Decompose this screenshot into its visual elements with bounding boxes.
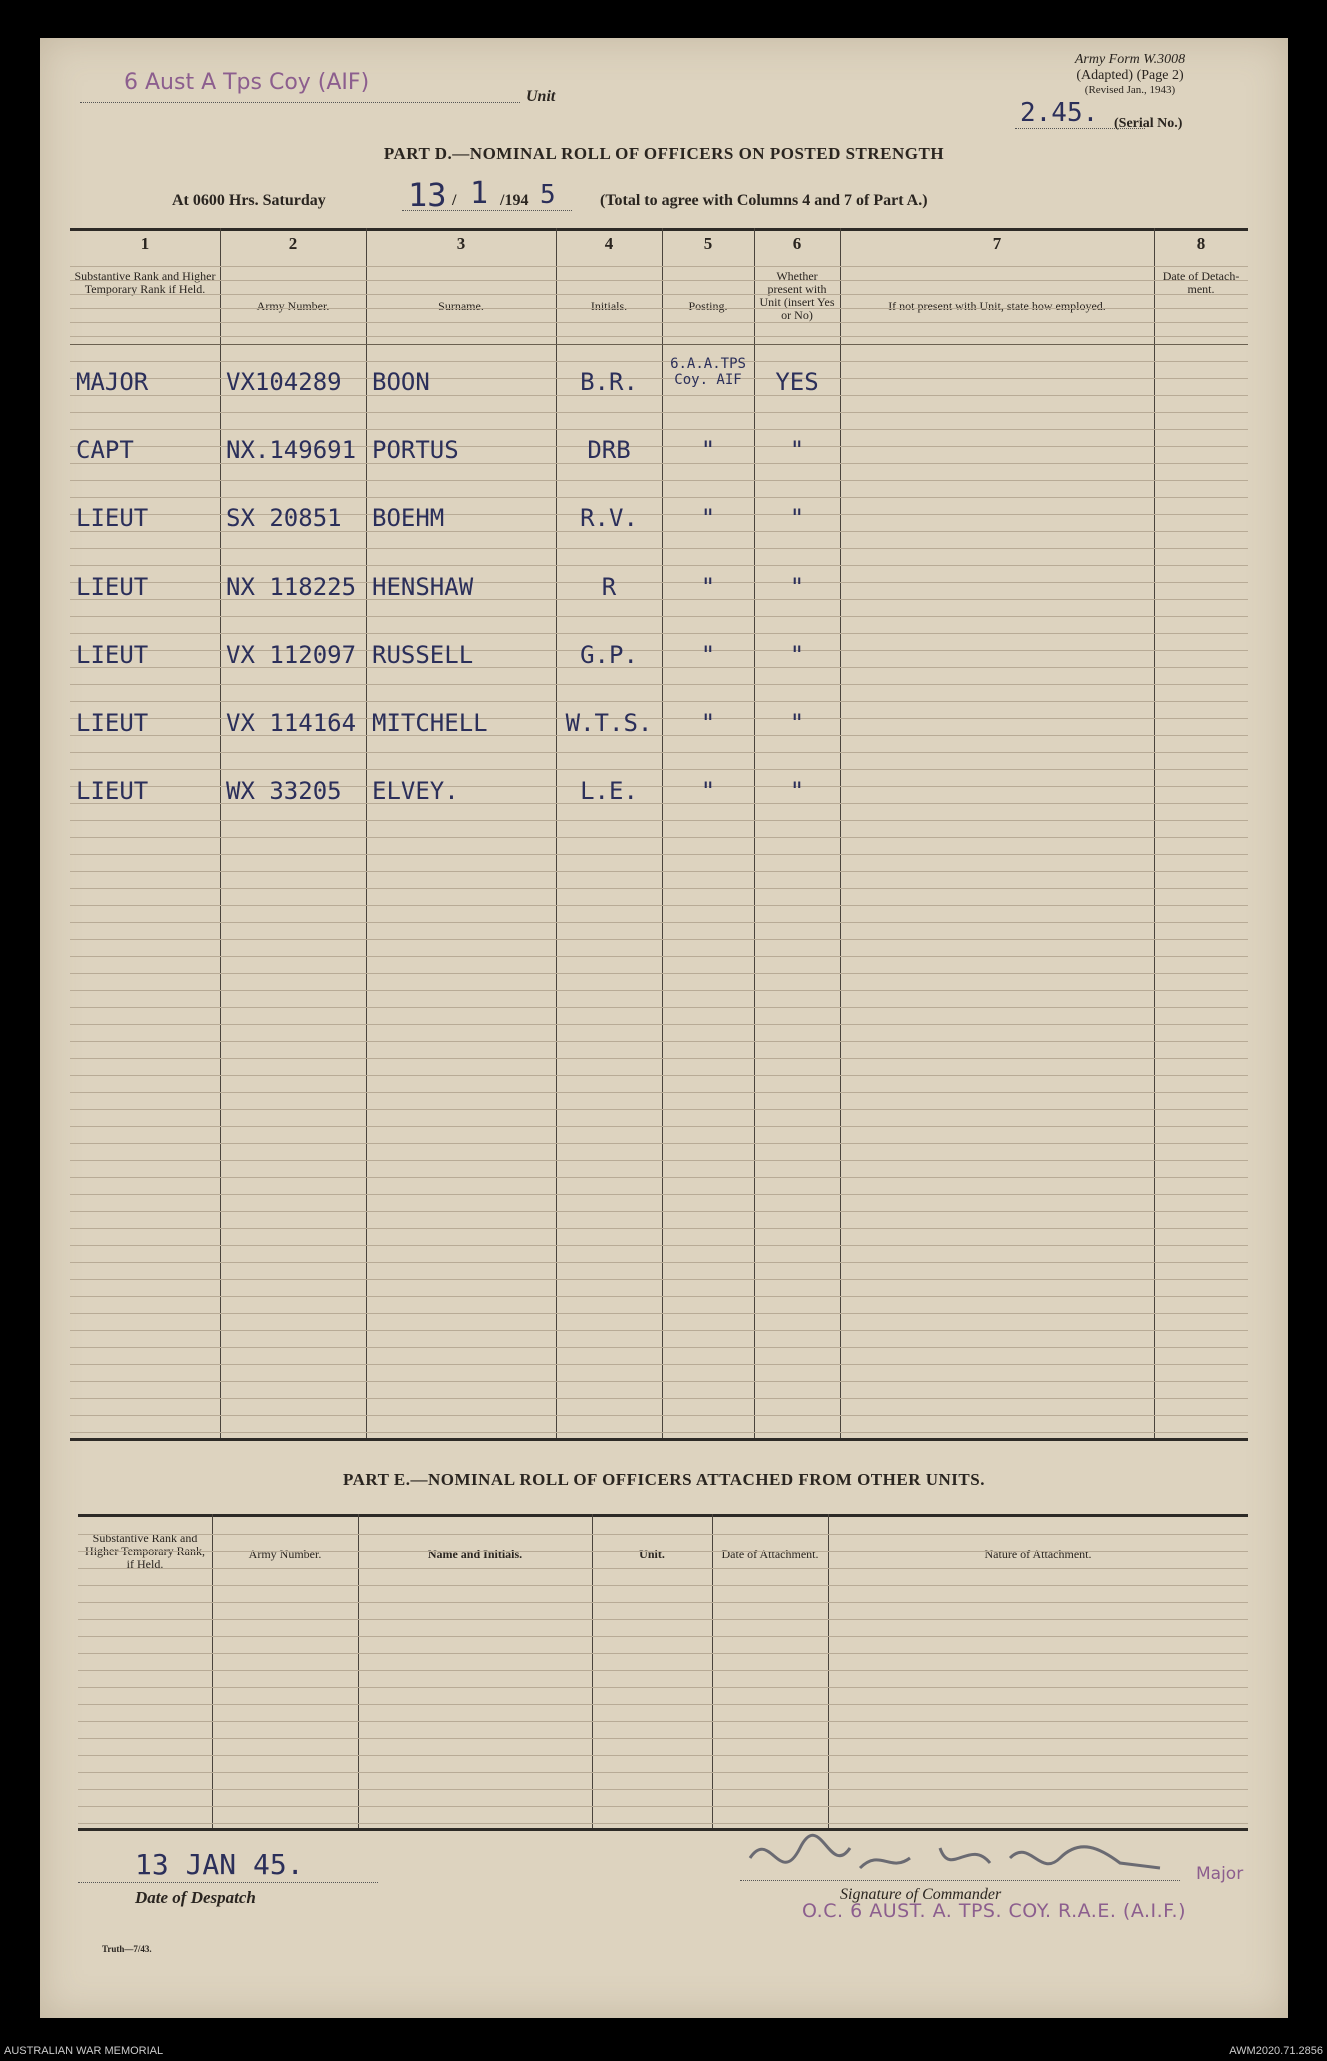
roll-cell-surname: MITCHELL — [372, 709, 488, 737]
part-d-row-rule — [70, 497, 1248, 498]
roll-cell-initials: G.P. — [580, 641, 638, 669]
part-e-row-rule — [78, 1772, 1248, 1773]
part-e-row-rule — [78, 1619, 1248, 1620]
part-d-row-rule — [70, 837, 1248, 838]
part-e-column-header: Date of Attachment. — [721, 1547, 819, 1561]
part-d-header-rule — [70, 336, 1248, 337]
part-e-top-rule — [78, 1514, 1248, 1517]
part-d-row-rule — [70, 1194, 1248, 1195]
part-d-row-rule — [70, 1109, 1248, 1110]
part-e-row-rule — [78, 1755, 1248, 1756]
form-id-line1: Army Form W.3008 — [1074, 52, 1186, 67]
part-d-row-rule — [70, 361, 1248, 362]
right-credit: AWM2020.71.2856 — [1229, 2045, 1323, 2057]
part-d-column-divider — [840, 228, 841, 1438]
roll-cell-posting: " — [700, 709, 716, 737]
part-d-row-rule — [70, 616, 1248, 617]
roll-cell-initials: DRB — [587, 436, 631, 464]
roll-cell-surname: PORTUS — [372, 436, 459, 464]
part-e-row-rule — [78, 1806, 1248, 1807]
part-d-row-rule — [70, 956, 1248, 957]
part-d-row-rule — [70, 1211, 1248, 1212]
roll-cell-posting: " — [700, 436, 716, 464]
roll-cell-present: YES — [775, 368, 819, 396]
column-header: Surname. — [438, 299, 484, 313]
part-d-row-rule — [70, 1160, 1248, 1161]
roll-cell-posting: " — [700, 777, 716, 805]
signature-dotted-line — [740, 1880, 1180, 1881]
roll-cell-surname: ELVEY. — [372, 777, 459, 805]
part-d-row-rule — [70, 1364, 1248, 1365]
roll-cell-present: " — [789, 709, 805, 737]
part-d-row-rule — [70, 1330, 1248, 1331]
column-header: Initials. — [590, 299, 628, 313]
date-year-suffix: 5 — [540, 180, 556, 210]
column-number: 7 — [992, 234, 1002, 253]
column-number: 1 — [140, 234, 150, 253]
left-credit: AUSTRALIAN WAR MEMORIAL — [4, 2045, 164, 2057]
part-d-row-rule — [70, 973, 1248, 974]
date-day: 13 — [408, 176, 447, 214]
signature-label: Signature of Commander — [840, 1886, 1002, 1903]
part-d-header-rule — [70, 308, 1248, 309]
part-d-row-rule — [70, 820, 1248, 821]
column-number: 8 — [1196, 234, 1206, 253]
column-number: 5 — [703, 234, 713, 253]
part-d-row-rule — [70, 1126, 1248, 1127]
part-e-row-rule — [78, 1602, 1248, 1603]
part-d-row-rule — [70, 1007, 1248, 1008]
part-d-row-rule — [70, 1415, 1248, 1416]
column-number: 2 — [288, 234, 298, 253]
part-e-row-rule — [78, 1704, 1248, 1705]
roll-cell-number: NX 118225 — [226, 573, 357, 601]
part-d-top-rule — [70, 228, 1248, 231]
part-e-column-divider — [592, 1514, 593, 1828]
roll-cell-initials: L.E. — [580, 777, 638, 805]
part-d-row-rule — [70, 1058, 1248, 1059]
part-d-row-rule — [70, 1024, 1248, 1025]
part-d-row-rule — [70, 429, 1248, 430]
part-d-row-rule — [70, 1313, 1248, 1314]
column-number: 4 — [604, 234, 614, 253]
part-e-title: PART E.—NOMINAL ROLL OF OFFICERS ATTACHED FROM OTHER UNITS. — [343, 1470, 985, 1489]
roll-cell-rank: LIEUT — [76, 573, 149, 601]
roll-cell-posting: " — [700, 504, 716, 532]
unit-stamp: 6 Aust A Tps Coy (AIF) — [124, 70, 370, 95]
roll-cell-present: " — [789, 777, 805, 805]
part-d-row-rule — [70, 1177, 1248, 1178]
column-header: Posting. — [688, 299, 728, 313]
serial-number: 2.45. — [1020, 98, 1099, 128]
part-d-row-rule — [70, 939, 1248, 940]
roll-cell-posting: " — [700, 641, 716, 669]
roll-cell-number: NX.149691 — [226, 436, 357, 464]
part-d-row-rule — [70, 1143, 1248, 1144]
roll-cell-number: VX104289 — [226, 368, 342, 396]
column-header: Date of Detach- ment. — [1162, 269, 1240, 296]
roll-cell-surname: BOEHM — [372, 504, 445, 532]
unit-dotted-line — [80, 102, 520, 103]
part-e-row-rule — [78, 1534, 1248, 1535]
part-d-column-divider — [556, 228, 557, 1438]
roll-cell-present: " — [789, 573, 805, 601]
part-d-row-rule — [70, 1398, 1248, 1399]
part-d-row-rule — [70, 922, 1248, 923]
column-header: Whether present with Unit (insert Yes or No) — [759, 269, 835, 322]
print-code: Truth—7/43. — [102, 1944, 152, 1954]
part-e-column-header: Unit. — [639, 1547, 665, 1561]
date-year-prefix: /194 — [500, 192, 529, 209]
part-e-column-divider — [358, 1514, 359, 1828]
date-slash: / — [452, 192, 457, 209]
part-d-row-rule — [70, 701, 1248, 702]
part-d-row-rule — [70, 633, 1248, 634]
part-e-column-divider — [828, 1514, 829, 1828]
part-e-row-rule — [78, 1670, 1248, 1671]
part-e-row-rule — [78, 1551, 1248, 1552]
part-d-column-divider — [662, 228, 663, 1438]
part-d-column-divider — [366, 228, 367, 1438]
part-d-header-bottom-rule — [70, 344, 1248, 345]
roll-cell-number: VX 112097 — [226, 641, 357, 669]
part-d-row-rule — [70, 1432, 1248, 1433]
roll-cell-initials: R.V. — [580, 504, 638, 532]
roll-cell-initials: R — [601, 573, 617, 601]
part-d-row-rule — [70, 888, 1248, 889]
part-d-row-rule — [70, 752, 1248, 753]
part-d-row-rule — [70, 1092, 1248, 1093]
roll-cell-present: " — [789, 504, 805, 532]
part-d-row-rule — [70, 990, 1248, 991]
stamp-rank: Major — [1196, 1864, 1244, 1884]
part-e-row-rule — [78, 1585, 1248, 1586]
part-e-row-rule — [78, 1789, 1248, 1790]
roll-cell-posting: " — [700, 573, 716, 601]
roll-cell-surname: RUSSELL — [372, 641, 474, 669]
part-e-row-rule — [78, 1721, 1248, 1722]
form-id-block — [1020, 52, 1240, 96]
total-note: (Total to agree with Columns 4 and 7 of Part A.) — [600, 192, 928, 209]
form-sheet — [40, 38, 1288, 2018]
part-d-row-rule — [70, 1262, 1248, 1263]
part-d-row-rule — [70, 1347, 1248, 1348]
roll-cell-initials: B.R. — [580, 368, 638, 396]
part-d-row-rule — [70, 684, 1248, 685]
roll-cell-rank: LIEUT — [76, 709, 149, 737]
part-d-header-rule — [70, 322, 1248, 323]
despatch-label: Date of Despatch — [135, 1888, 256, 1907]
roll-cell-number: VX 114164 — [226, 709, 357, 737]
part-e-column-divider — [212, 1514, 213, 1828]
despatch-date: 13 JAN 45. — [135, 1848, 304, 1881]
part-d-row-rule — [70, 548, 1248, 549]
part-e-column-header: Nature of Attachment. — [984, 1547, 1092, 1561]
part-d-column-divider — [220, 228, 221, 1438]
roll-cell-initials: W.T.S. — [565, 709, 653, 737]
part-d-column-divider — [754, 228, 755, 1438]
roll-cell-number: SX 20851 — [226, 504, 342, 532]
part-d-row-rule — [70, 480, 1248, 481]
part-d-row-rule — [70, 1245, 1248, 1246]
unit-label: Unit — [526, 88, 556, 105]
at-hours-prefix: At 0600 Hrs. Saturday — [172, 192, 326, 209]
part-d-bottom-rule — [70, 1438, 1248, 1441]
column-number: 6 — [792, 234, 802, 253]
roll-cell-number: WX 33205 — [226, 777, 342, 805]
date-month: 1 — [470, 176, 489, 211]
roll-cell-surname: BOON — [372, 368, 430, 396]
form-id-line2: (Adapted) (Page 2) — [1076, 68, 1184, 83]
despatch-dotted-line — [78, 1882, 378, 1883]
part-d-row-rule — [70, 565, 1248, 566]
part-e-column-header: Substantive Rank and Higher Temporary Rank, if Held. — [85, 1531, 205, 1571]
commander-stamp: O.C. 6 AUST. A. TPS. COY. R.A.E. (A.I.F.) — [802, 1900, 1186, 1922]
roll-cell-rank: MAJOR — [76, 368, 149, 396]
part-e-row-rule — [78, 1687, 1248, 1688]
part-e-column-header: Army Number. — [248, 1547, 322, 1561]
part-e-column-header: Name and Initials. — [427, 1547, 523, 1561]
part-e-row-rule — [78, 1636, 1248, 1637]
column-header: Army Number. — [256, 299, 330, 313]
part-d-row-rule — [70, 412, 1248, 413]
part-d-row-rule — [70, 1041, 1248, 1042]
part-d-column-divider — [1154, 228, 1155, 1438]
column-number: 3 — [456, 234, 466, 253]
column-header: If not present with Unit, state how employed. — [888, 299, 1106, 313]
part-d-row-rule — [70, 1075, 1248, 1076]
part-d-row-rule — [70, 769, 1248, 770]
part-d-row-rule — [70, 871, 1248, 872]
form-id-line3: (Revised Jan., 1943) — [1084, 84, 1176, 96]
date-dotted-line — [402, 210, 572, 211]
roll-cell-posting: 6.A.A.TPS Coy. AIF — [670, 356, 746, 388]
roll-cell-rank: LIEUT — [76, 777, 149, 805]
part-d-row-rule — [70, 1296, 1248, 1297]
part-d-header-rule — [70, 280, 1248, 281]
roll-cell-present: " — [789, 641, 805, 669]
part-d-row-rule — [70, 905, 1248, 906]
part-d-row-rule — [70, 1381, 1248, 1382]
roll-cell-rank: LIEUT — [76, 504, 149, 532]
part-d-header-rule — [70, 294, 1248, 295]
roll-cell-rank: CAPT — [76, 436, 134, 464]
part-e-column-divider — [712, 1514, 713, 1828]
part-d-row-rule — [70, 1279, 1248, 1280]
part-d-title: PART D.—NOMINAL ROLL OF OFFICERS ON POSTED STRENGTH — [383, 144, 945, 163]
roll-cell-present: " — [789, 436, 805, 464]
part-e-row-rule — [78, 1653, 1248, 1654]
serial-label: (Serial No.) — [1114, 116, 1183, 131]
part-e-row-rule — [78, 1568, 1248, 1569]
part-d-row-rule — [70, 854, 1248, 855]
part-d-row-rule — [70, 1228, 1248, 1229]
roll-cell-surname: HENSHAW — [372, 573, 474, 601]
part-d-header-rule — [70, 266, 1248, 267]
column-header: Substantive Rank and Higher Temporary Rank if Held. — [74, 269, 216, 296]
part-e-row-rule — [78, 1738, 1248, 1739]
roll-cell-rank: LIEUT — [76, 641, 149, 669]
